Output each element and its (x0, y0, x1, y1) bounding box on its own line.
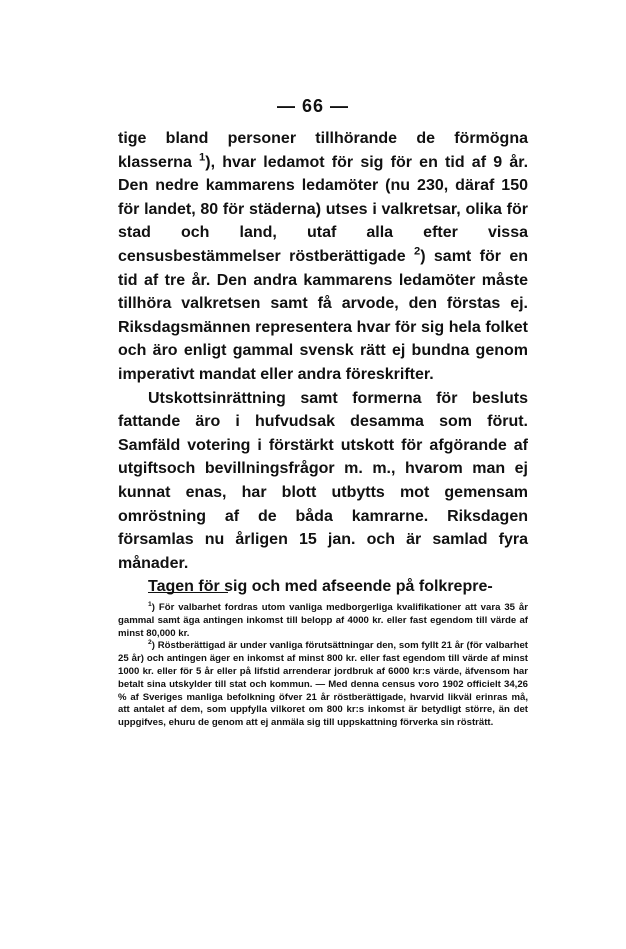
footnote-marker-2: 2 (413, 245, 421, 258)
footnote-1-text: För valbarhet fordras utom vanliga medborgerliga kvalifikationer att vara 35 år gammal samt äga antingen inkomst till belopp af 4000 kr. eller fast egendom till värde af minst 80,000 kr. (118, 602, 528, 639)
footnote-2-text: Röstberättigad är under vanliga förutsättningar den, som fyllt 21 år (för valbarhet 25 år) och antingen äger en inkomst af minst 800 kr. eller fast egendom till värde af minst 1000 kr. eller för 5 år eller på lifstid arrenderar jordbruk af 6000 kr:s värde, äfvensom har betalt sina utskylder till stat och kommun. — Med denna census voro 1902 officielt 34,26 % af Sveriges manliga befolkning öfver 21 år röstberättigade, hvarvid likväl erinras må, att antalet af dem, som uppfylla vilkoret om 800 kr:s inkomst är betydligt större, än det uppgifves, ehuru de genom att ej anmäla sig till uppskattning förverka sin rösträtt. (118, 640, 528, 729)
body-text (118, 127, 528, 599)
footnotes (118, 602, 528, 730)
paragraph-2 (118, 387, 528, 576)
paragraph-1-text: tige bland personer tillhörande de förmögna klasserna (118, 130, 528, 171)
paragraph-3 (118, 575, 528, 599)
footnote-1-marker: 1 (148, 600, 152, 608)
footnote-separator-rule (148, 592, 228, 593)
paragraph-2-text: Utskottsinrättning samt formerna för besluts fattande äro i hufvudsak desamma som förut. Samfäld votering i förstärkt utskott för afgörande af utgiftsoch bevillningsfrågor m. m., hvarom man ej kunnat enas, har blott utbytts mot gemensam omröstning af de båda kamrarne. Riksdagen församlas nu årligen 15 jan. och är samlad fyra månader. (118, 389, 528, 572)
paragraph-1 (118, 127, 528, 387)
paragraph-1-text: ), hvar ledamot för sig för en tid af 9 år. Den nedre kammarens ledamöter (nu 230, däraf 150 för landet, 80 för städerna) utses i valkretsar, olika för stad och land, utaf alla efter vissa censusbestämmelser röstberättigade (118, 153, 529, 265)
footnote-2-marker: 2 (148, 639, 152, 647)
footnote-1: $^1$) För valbarhet fordras utom vanliga medborgerliga kvalifikationer att vara 35 år gammal samt äga antingen inkomst till belopp af 4000 kr. eller fast egendom till värde af minst 80,000 kr. (118, 600, 528, 639)
paragraph-3-text: Tagen för sig och med afseende på folkrepre- (148, 578, 493, 596)
page-number: — 66 — (276, 96, 350, 116)
footnote-2: $^2$) Röstberättigad är under vanliga förutsättningar den, som fyllt 21 år (för valbarhet 25 år) och antingen äger en inkomst af minst 800 kr. eller fast egendom till värde af minst 1000 kr. eller för 5 år eller på lifstid arrenderar jordbruk af 6000 kr:s värde, äfvensom har betalt sina utskylder till stat och kommun. — Med denna census voro 1902 officielt 34,26 % af Sveriges manliga befolkning öfver 21 år röstberättigade, hvarvid likväl erinras må, att antalet af dem, som uppfylla vilkoret om 800 kr:s inkomst är betydligt större, än det uppgifves, ehuru de genom att ej anmäla sig till uppskattning förverka sin rösträtt. (118, 639, 528, 729)
paragraph-1-text: ) samt för en tid af tre år. Den andra kammarens ledamöter måste tillhöra valkretsen samt få arvode, den förstas ej. Riksdagsmännen representera hvar för sig hela folket och äro enligt gammal svensk rätt ej bundna genom imperativt mandat eller andra föreskrifter. (118, 247, 528, 383)
footnote-marker-1: 1 (199, 151, 206, 164)
